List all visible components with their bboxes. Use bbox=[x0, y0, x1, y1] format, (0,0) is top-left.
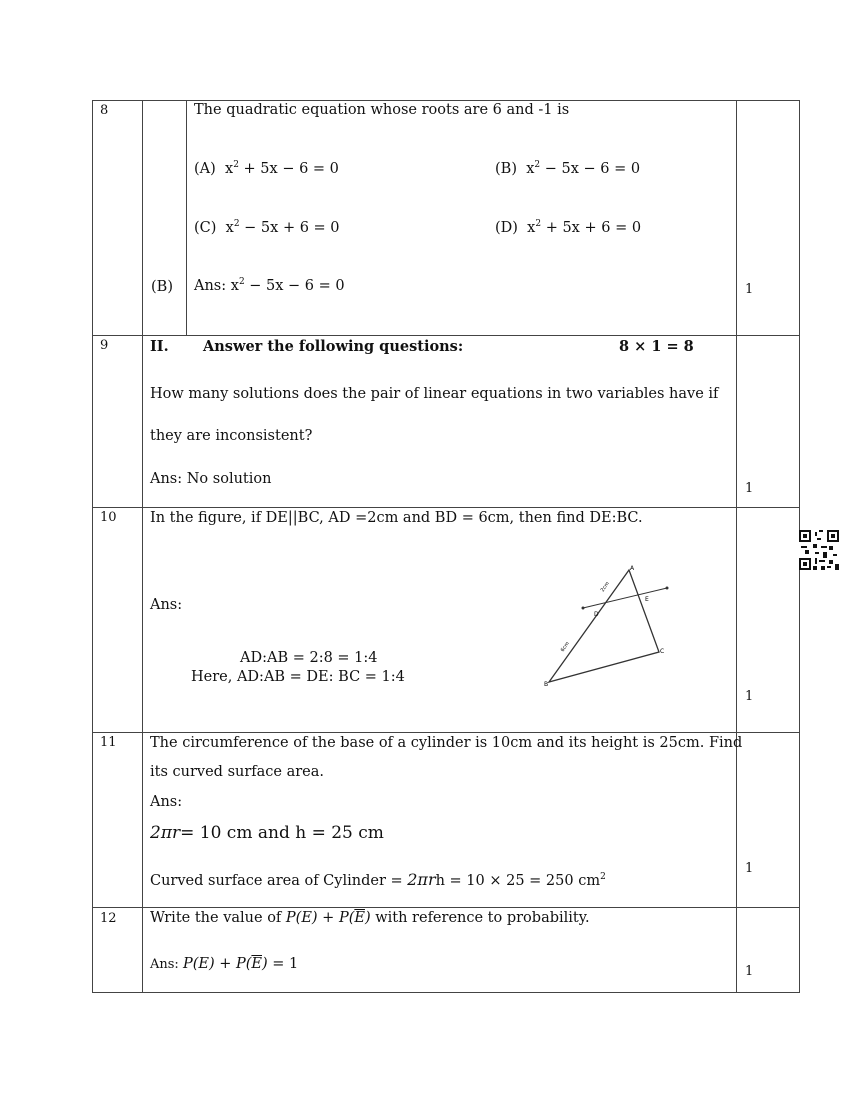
answer-equation bbox=[150, 823, 384, 843]
question-text: In the figure, if DE||BC, AD =2cm and BD = 6cm, then find DE:BC. bbox=[150, 510, 643, 526]
csa-text: h = 10 × 25 = 250 cm bbox=[435, 873, 601, 889]
option-label: (C) bbox=[194, 220, 217, 236]
vertex-label-b: B bbox=[544, 681, 549, 688]
option-text: − 5x + 6 = 0 bbox=[239, 220, 340, 236]
option-text: x bbox=[225, 161, 234, 177]
vertex-label-c: C bbox=[660, 648, 665, 655]
option-label: (D) bbox=[495, 220, 518, 236]
row-divider bbox=[92, 507, 800, 508]
superscript: 2 bbox=[535, 219, 542, 230]
option-b bbox=[495, 161, 640, 177]
answer-text bbox=[150, 956, 298, 972]
marks: 1 bbox=[745, 964, 754, 979]
question-number: 11 bbox=[100, 735, 117, 750]
row-divider bbox=[92, 907, 800, 908]
answer-text-part: Ans: x bbox=[194, 278, 239, 294]
answer-line: Here, AD:AB = DE: BC = 1:4 bbox=[191, 669, 405, 685]
line-de bbox=[583, 588, 667, 608]
question-text-part: with reference to probability. bbox=[370, 910, 590, 926]
table-border-bottom bbox=[92, 992, 800, 993]
math-expression: ) bbox=[364, 910, 371, 926]
option-label: (B) bbox=[495, 161, 517, 177]
section-numeral: II. bbox=[150, 338, 169, 355]
option-c bbox=[194, 220, 340, 236]
option-text: x bbox=[527, 220, 536, 236]
option-text: x bbox=[225, 220, 234, 236]
math-expression: P( bbox=[235, 956, 252, 972]
segment-label-ad: 2cm bbox=[599, 580, 611, 594]
operator: + bbox=[214, 956, 236, 972]
column-divider bbox=[142, 100, 143, 993]
math-expression: P(E) bbox=[182, 956, 215, 972]
superscript: 2 bbox=[238, 277, 245, 288]
operator: + bbox=[317, 910, 339, 926]
answer-label: Ans: bbox=[150, 597, 183, 613]
marks: 1 bbox=[745, 282, 754, 297]
answer-key: (B) bbox=[151, 279, 173, 295]
answer-csa bbox=[150, 870, 606, 889]
answer-text: Ans: No solution bbox=[150, 471, 272, 487]
row-divider bbox=[92, 732, 800, 733]
marks: 1 bbox=[745, 861, 754, 876]
qr-code-icon bbox=[799, 530, 839, 570]
point-label-d: D bbox=[594, 611, 599, 618]
superscript: 2 bbox=[233, 219, 240, 230]
line-end-dot bbox=[666, 587, 669, 590]
vertex-label-a: A bbox=[630, 565, 635, 572]
math-expression: 2πr bbox=[150, 823, 181, 843]
point-label-e: E bbox=[645, 596, 649, 603]
line-end-dot bbox=[582, 607, 585, 610]
math-expression: P(E) bbox=[285, 910, 318, 926]
superscript: 2 bbox=[534, 160, 541, 171]
question-number: 8 bbox=[100, 103, 109, 118]
math-expression: 2πr bbox=[407, 870, 436, 889]
csa-text: Curved surface area of Cylinder = bbox=[150, 873, 408, 889]
question-text: its curved surface area. bbox=[150, 764, 325, 780]
answer-label: Ans: bbox=[150, 957, 183, 972]
equation-text: = 10 cm and h = 25 cm bbox=[180, 823, 384, 843]
table-border-top bbox=[92, 100, 800, 101]
segment-label-bd: 6cm bbox=[559, 640, 571, 654]
question-text-part: Write the value of bbox=[150, 910, 286, 926]
option-d bbox=[495, 220, 641, 236]
marks: 1 bbox=[745, 689, 754, 704]
question-text: The circumference of the base of a cylinder is 10cm and its height is 25cm. Find bbox=[150, 735, 743, 751]
question-text: How many solutions does the pair of linear equations in two variables have if bbox=[150, 386, 719, 402]
answer-line: AD:AB = 2:8 = 1:4 bbox=[240, 650, 378, 666]
option-a bbox=[194, 161, 339, 177]
question-text bbox=[150, 910, 590, 926]
question-number: 12 bbox=[100, 911, 117, 926]
question-number: 10 bbox=[100, 510, 117, 525]
question-text: The quadratic equation whose roots are 6 and -1 is bbox=[194, 102, 570, 118]
superscript: 2 bbox=[233, 160, 239, 171]
row-divider bbox=[92, 335, 800, 336]
complement-e: $\overline{E}$ bbox=[354, 910, 365, 926]
marks: 1 bbox=[745, 481, 754, 496]
question-number: 9 bbox=[100, 338, 109, 353]
section-heading: Answer the following questions: bbox=[203, 338, 464, 355]
question-text: they are inconsistent? bbox=[150, 428, 313, 444]
math-expression: ) bbox=[262, 956, 268, 972]
answer-text bbox=[194, 278, 345, 294]
complement-e: $\overline{E}$ bbox=[251, 956, 262, 972]
option-text: x bbox=[526, 161, 535, 177]
column-divider-inner bbox=[186, 100, 187, 335]
math-expression: P( bbox=[338, 910, 355, 926]
option-text: − 5x − 6 = 0 bbox=[540, 161, 641, 177]
option-text: + 5x − 6 = 0 bbox=[238, 161, 339, 177]
table-border-left bbox=[92, 100, 93, 993]
section-score: 8 × 1 = 8 bbox=[619, 338, 694, 355]
option-label: (A) bbox=[194, 161, 216, 177]
superscript: 2 bbox=[600, 872, 606, 883]
triangle-figure bbox=[535, 560, 675, 690]
option-text: + 5x + 6 = 0 bbox=[541, 220, 642, 236]
column-divider-marks bbox=[736, 100, 737, 993]
equals-value: = 1 bbox=[267, 956, 299, 972]
answer-text-part: − 5x − 6 = 0 bbox=[244, 278, 345, 294]
answer-label: Ans: bbox=[150, 794, 183, 810]
